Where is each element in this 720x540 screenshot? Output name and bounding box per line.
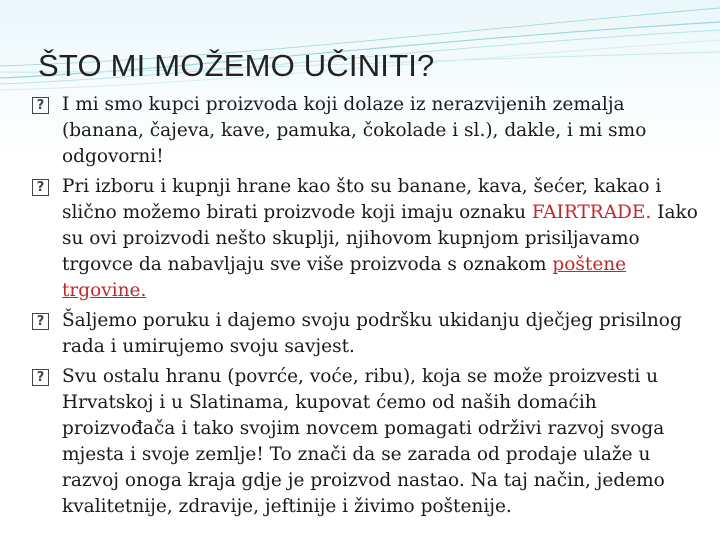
bullet-item — [32, 92, 708, 170]
slide-title: ŠTO MI MOŽEMO UČINITI? — [38, 48, 435, 83]
fair-trade-highlight: poštene trgovine. — [62, 254, 627, 301]
bullet-text-part: Pri izboru i kupnji hrane kao što su banane, kava, šećer, kakao i slično možemo birati proizvode koji imaju oznaku — [62, 176, 662, 223]
bullet-marker-icon: ? — [32, 179, 49, 196]
bullet-item — [32, 308, 708, 360]
bullet-marker-icon: ? — [32, 369, 49, 386]
bullet-text — [62, 174, 708, 304]
bullet-text: Šaljemo poruku i dajemo svoju podršku ukidanju dječjeg prisilnog rada i umirujemo svoju savjest. — [62, 310, 682, 357]
fairtrade-highlight: FAIRTRADE. — [531, 202, 652, 223]
bullet-marker-icon: ? — [32, 313, 49, 330]
bullet-item — [32, 364, 708, 520]
bullet-text-part: Iako su ovi proizvodi nešto skuplji, njihovom kupnjom prisiljavamo trgovce da nabavljaju sve više proizvoda s oznakom — [62, 202, 698, 275]
bullet-item — [32, 174, 708, 304]
bullet-text: I mi smo kupci proizvoda koji dolaze iz nerazvijenih zemalja (banana, čajeva, kave, pamuka, čokolade i sl.), dakle, i mi smo odgovorni! — [62, 94, 647, 167]
bullet-text: Svu ostalu hranu (povrće, voće, ribu), koja se može proizvesti u Hrvatskoj i u Slatinama, kupovat ćemo od naših domaćih proizvođača i tako svojim novcem pomagati održivi razvoj svoga mjesta i svoje zemlje! To znači da se zarada od prodaje ulaže u razvoj onoga kraja gdje je proizvod nastao. Na taj način, jedemo kvalitetnije, zdravije, jeftinije i živimo pošteniје. — [62, 366, 665, 517]
bullet-marker-icon: ? — [32, 97, 49, 114]
slide-body — [32, 92, 708, 524]
